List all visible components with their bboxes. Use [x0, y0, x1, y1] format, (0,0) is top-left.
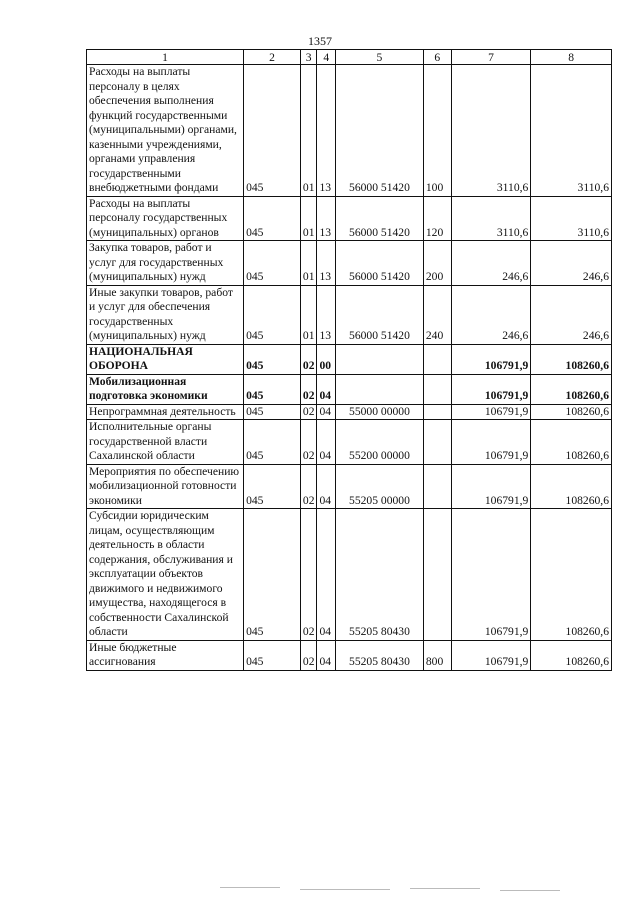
- row-cell-c6: [423, 464, 451, 509]
- scan-artifacts: [30, 883, 590, 895]
- table-header-row: [87, 50, 612, 65]
- row-cell-c8: 108260,6: [531, 509, 612, 641]
- row-cell-c6: 200: [423, 241, 451, 286]
- row-cell-c4: 13: [317, 65, 336, 197]
- table-row: [87, 464, 612, 509]
- row-name-cell: [87, 509, 244, 641]
- row-cell-c2: 045: [244, 509, 301, 641]
- row-name: Непрограммная деятельность: [89, 404, 236, 418]
- row-cell-c3: 02: [300, 404, 317, 420]
- row-cell-c5: 56000 51420: [336, 196, 424, 241]
- header-col-5: 5: [336, 50, 424, 65]
- row-cell-c8: 108260,6: [531, 344, 612, 374]
- table-row: [87, 65, 612, 197]
- table-row: [87, 404, 612, 420]
- row-name: Субсидии юридическим лицам, осуществляющим деятельность в области содержания, обслуживания и эксплуатации объектов движимого и недвижимого имущества, находящегося в собственности Сахалинской области: [89, 509, 233, 638]
- row-cell-c5: 56000 51420: [336, 241, 424, 286]
- row-cell-c5: 55205 80430: [336, 640, 424, 670]
- table-row: [87, 509, 612, 641]
- row-name-cell: [87, 640, 244, 670]
- row-cell-c4: 04: [317, 640, 336, 670]
- row-cell-c3: 02: [300, 509, 317, 641]
- row-cell-c7: 106791,9: [451, 404, 531, 420]
- row-name: Иные бюджетные ассигнования: [89, 640, 177, 668]
- budget-table: [86, 49, 612, 671]
- page-number: 1357: [308, 34, 332, 48]
- row-cell-c6: [423, 344, 451, 374]
- row-name-cell: [87, 420, 244, 465]
- row-cell-c7: 106791,9: [451, 374, 531, 404]
- row-name: Расходы на выплаты персоналу государственных (муниципальных) органов: [89, 196, 228, 239]
- row-cell-c6: 100: [423, 65, 451, 197]
- row-cell-c2: 045: [244, 241, 301, 286]
- table-row: [87, 640, 612, 670]
- row-cell-c8: 108260,6: [531, 404, 612, 420]
- row-name: Мероприятия по обеспечению мобилизационной готовности экономики: [89, 464, 240, 507]
- row-cell-c2: 045: [244, 344, 301, 374]
- row-cell-c6: [423, 404, 451, 420]
- row-cell-c5: 55205 80430: [336, 509, 424, 641]
- row-cell-c5: [336, 374, 424, 404]
- row-name: Мобилизационная подготовка экономики: [89, 374, 208, 402]
- row-name-cell: [87, 374, 244, 404]
- row-cell-c7: 246,6: [451, 285, 531, 344]
- row-name-cell: [87, 65, 244, 197]
- row-name: Закупка товаров, работ и услуг для государственных (муниципальных) нужд: [89, 241, 224, 283]
- row-cell-c4: 04: [317, 464, 336, 509]
- row-cell-c3: 02: [300, 344, 317, 374]
- row-cell-c6: 800: [423, 640, 451, 670]
- row-name-cell: [87, 464, 244, 509]
- row-cell-c5: 55200 00000: [336, 420, 424, 465]
- row-cell-c7: 106791,9: [451, 640, 531, 670]
- header-col-2: 2: [244, 50, 301, 65]
- row-cell-c8: 246,6: [531, 241, 612, 286]
- header-col-4: 4: [317, 50, 336, 65]
- row-cell-c7: 106791,9: [451, 464, 531, 509]
- row-cell-c4: 13: [317, 241, 336, 286]
- row-cell-c3: 01: [300, 241, 317, 286]
- table-row: [87, 374, 612, 404]
- row-cell-c7: 3110,6: [451, 65, 531, 197]
- row-cell-c3: 02: [300, 374, 317, 404]
- row-cell-c3: 02: [300, 464, 317, 509]
- row-cell-c3: 01: [300, 285, 317, 344]
- row-name-cell: [87, 196, 244, 241]
- row-cell-c5: 56000 51420: [336, 65, 424, 197]
- row-cell-c3: 02: [300, 640, 317, 670]
- row-cell-c7: 246,6: [451, 241, 531, 286]
- row-cell-c2: 045: [244, 196, 301, 241]
- table-row: [87, 344, 612, 374]
- table-row: [87, 196, 612, 241]
- row-cell-c7: 106791,9: [451, 420, 531, 465]
- row-cell-c6: [423, 509, 451, 641]
- row-cell-c3: 01: [300, 196, 317, 241]
- row-cell-c2: 045: [244, 404, 301, 420]
- row-cell-c8: 108260,6: [531, 420, 612, 465]
- row-cell-c8: 108260,6: [531, 464, 612, 509]
- row-cell-c5: 56000 51420: [336, 285, 424, 344]
- row-cell-c4: 04: [317, 404, 336, 420]
- header-col-8: 8: [531, 50, 612, 65]
- row-cell-c8: 3110,6: [531, 196, 612, 241]
- row-name-cell: [87, 344, 244, 374]
- row-cell-c2: 045: [244, 374, 301, 404]
- row-cell-c4: 00: [317, 344, 336, 374]
- header-col-7: 7: [451, 50, 531, 65]
- row-cell-c3: 02: [300, 420, 317, 465]
- table-row: [87, 420, 612, 465]
- row-name: НАЦИОНАЛЬНАЯ ОБОРОНА: [89, 344, 193, 372]
- row-name: Расходы на выплаты персоналу в целях обеспечения выполнения функций государственными (муниципальными) органами, казенными учреждениями, органами управления государственными внебюджетными фондами: [89, 65, 237, 194]
- row-name-cell: [87, 285, 244, 344]
- row-cell-c2: 045: [244, 640, 301, 670]
- row-cell-c4: 04: [317, 420, 336, 465]
- row-cell-c2: 045: [244, 464, 301, 509]
- row-name-cell: [87, 241, 244, 286]
- row-cell-c8: 246,6: [531, 285, 612, 344]
- row-cell-c5: 55000 00000: [336, 404, 424, 420]
- row-cell-c4: 13: [317, 196, 336, 241]
- header-col-1: 1: [87, 50, 244, 65]
- row-cell-c7: 106791,9: [451, 509, 531, 641]
- header-col-3: 3: [300, 50, 317, 65]
- row-cell-c5: [336, 344, 424, 374]
- row-cell-c7: 3110,6: [451, 196, 531, 241]
- row-cell-c8: 108260,6: [531, 640, 612, 670]
- row-cell-c8: 108260,6: [531, 374, 612, 404]
- row-cell-c7: 106791,9: [451, 344, 531, 374]
- row-name: Иные закупки товаров, работ и услуг для обеспечения государственных (муниципальных) нужд: [89, 285, 233, 342]
- row-name-cell: [87, 404, 244, 420]
- row-cell-c5: 55205 00000: [336, 464, 424, 509]
- row-cell-c6: 240: [423, 285, 451, 344]
- header-col-6: 6: [423, 50, 451, 65]
- row-cell-c6: 120: [423, 196, 451, 241]
- row-cell-c4: 04: [317, 509, 336, 641]
- row-cell-c4: 04: [317, 374, 336, 404]
- row-name: Исполнительные органы государственной власти Сахалинской области: [89, 420, 212, 462]
- table-row: [87, 285, 612, 344]
- row-cell-c6: [423, 420, 451, 465]
- row-cell-c3: 01: [300, 65, 317, 197]
- row-cell-c8: 3110,6: [531, 65, 612, 197]
- row-cell-c2: 045: [244, 285, 301, 344]
- table-row: [87, 241, 612, 286]
- row-cell-c4: 13: [317, 285, 336, 344]
- row-cell-c2: 045: [244, 65, 301, 197]
- row-cell-c2: 045: [244, 420, 301, 465]
- row-cell-c6: [423, 374, 451, 404]
